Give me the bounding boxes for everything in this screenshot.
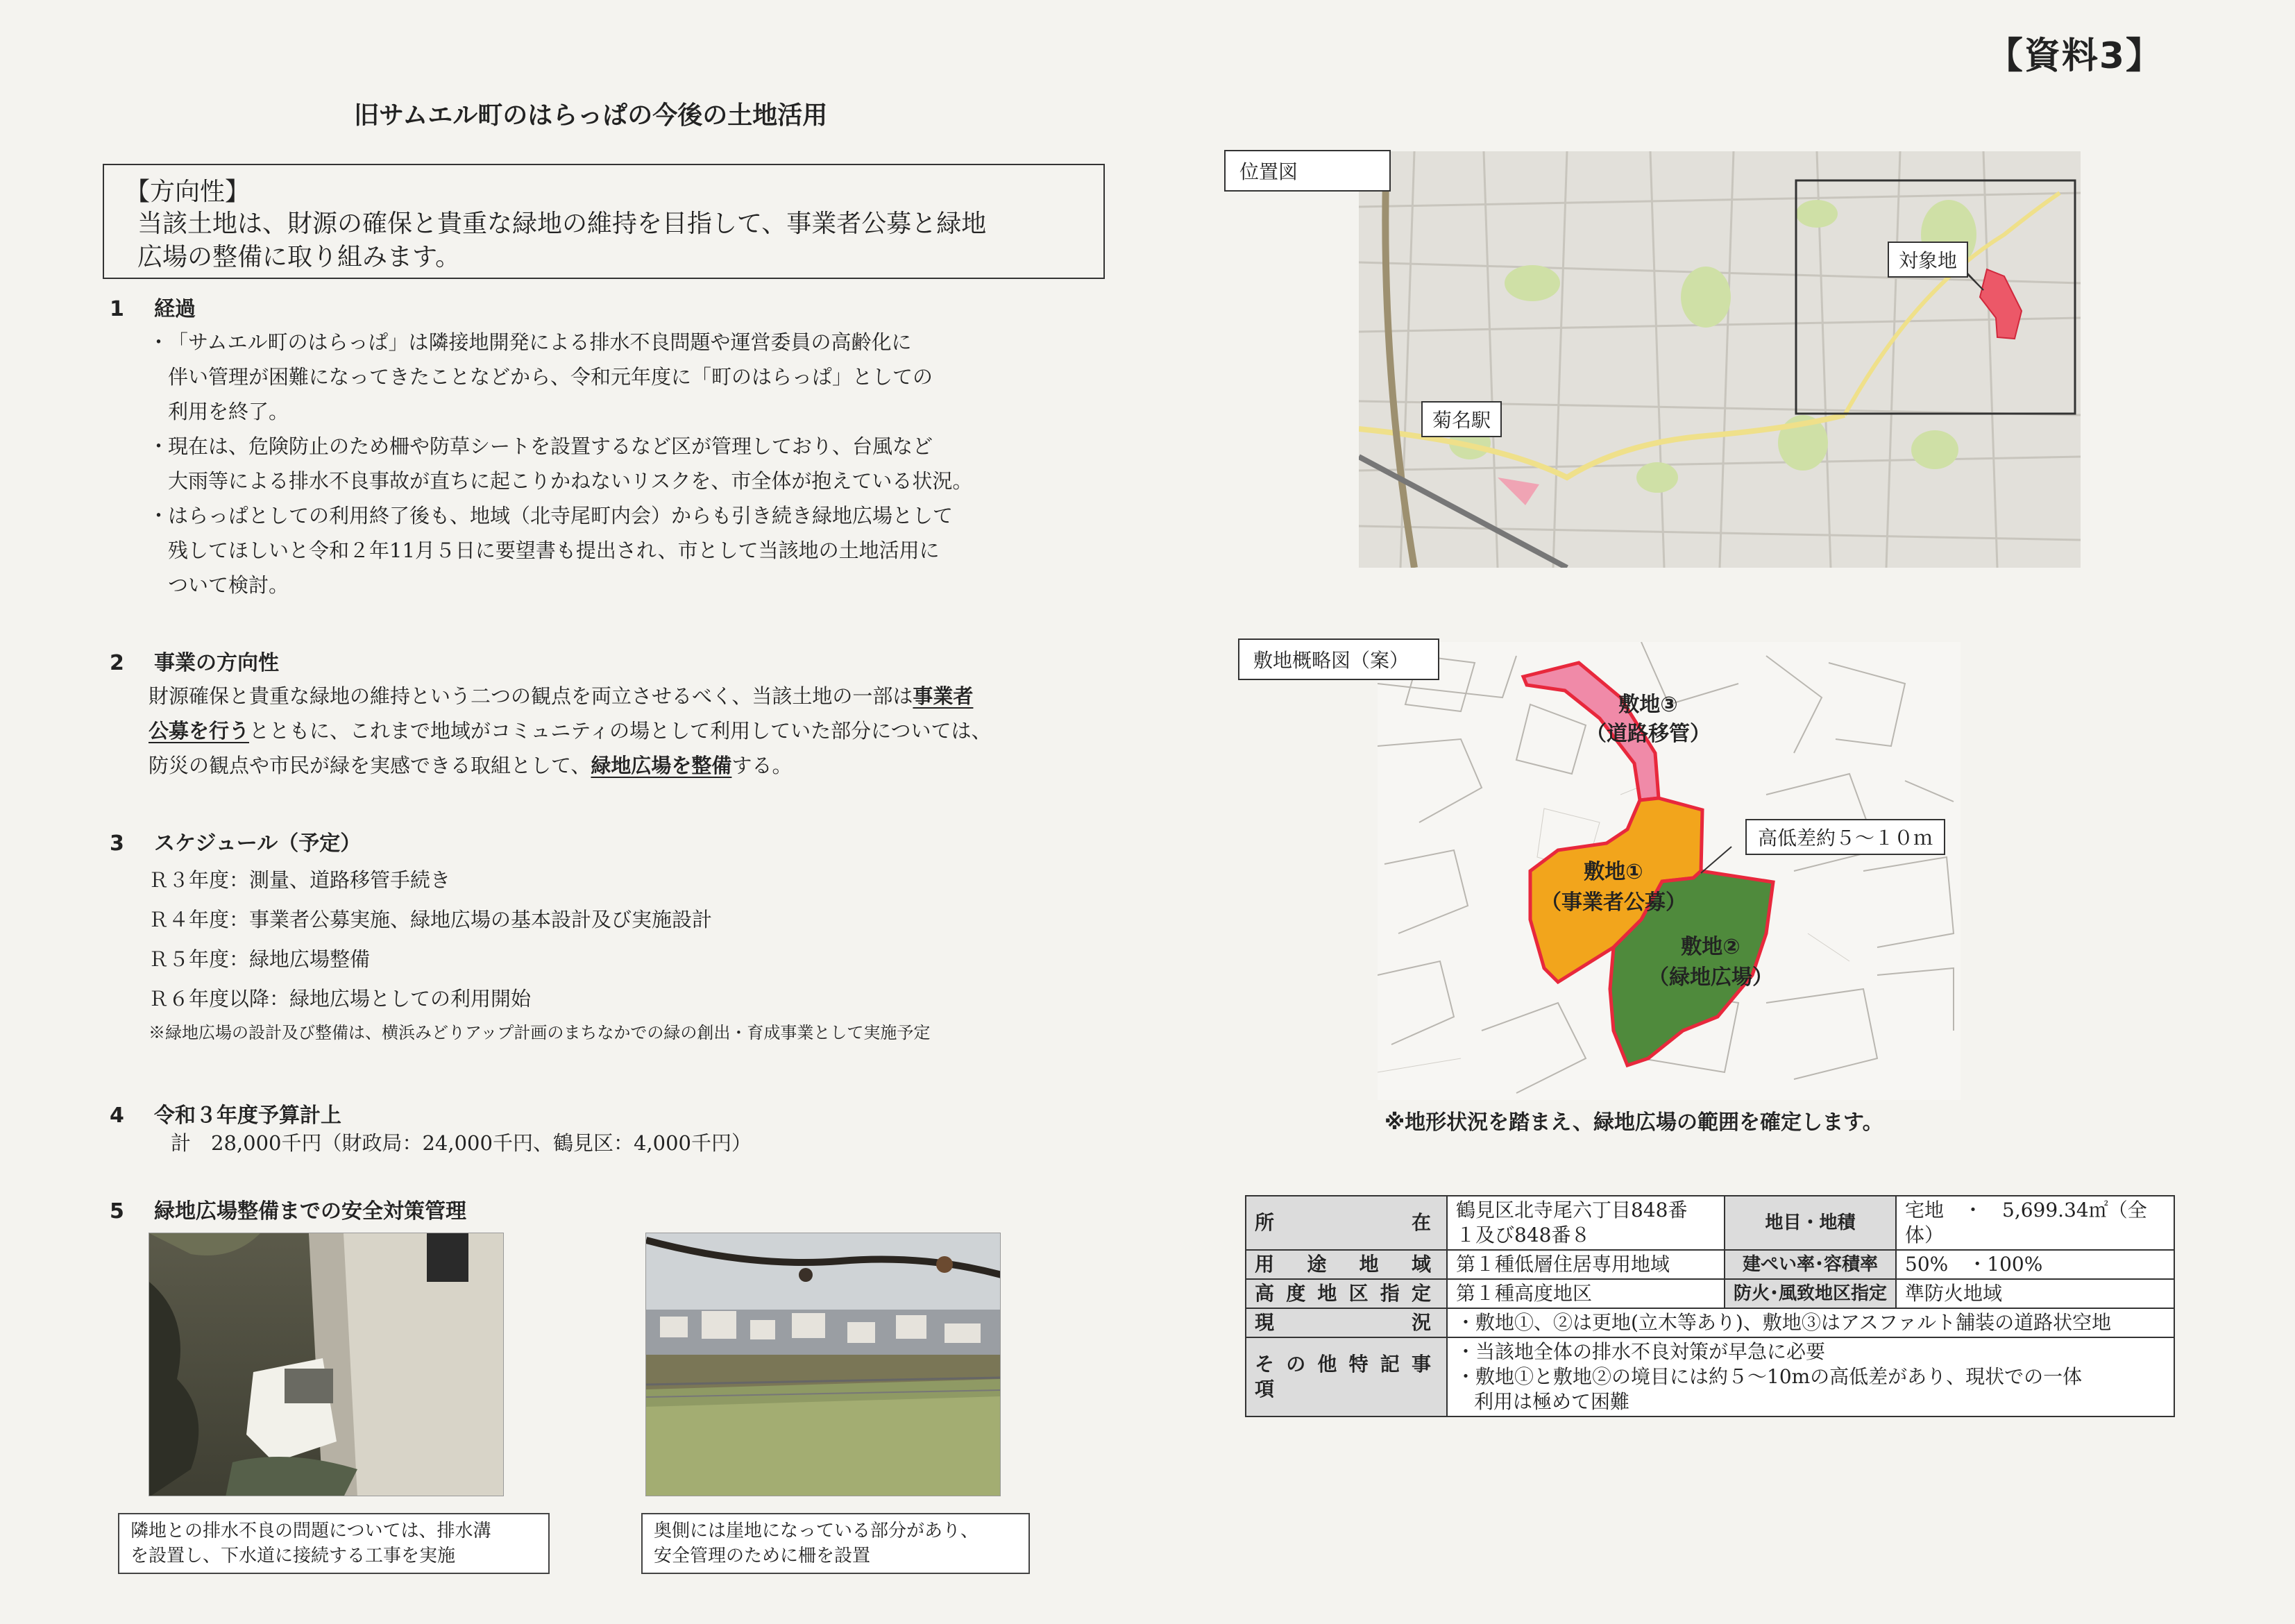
location-map-label: 位置図	[1224, 150, 1391, 192]
section-4-number: 4	[110, 1103, 124, 1128]
site-map	[1378, 642, 1961, 1100]
section-1-title: 経過	[154, 297, 196, 321]
location-label: 所在	[1246, 1196, 1447, 1250]
location-map	[1359, 151, 2081, 568]
direction-underline-1: 事業者	[913, 684, 974, 708]
site-2-label-line-1: 敷地②	[1681, 935, 1741, 959]
fire-district-label: 防火･風致地区指定	[1725, 1279, 1896, 1308]
history-bullet-1	[149, 325, 1134, 429]
direction-line-b	[149, 713, 1148, 748]
location-value	[1447, 1196, 1725, 1250]
fence-caption-line-2: 安全管理のために柵を設置	[654, 1546, 871, 1566]
section-4-title: 令和３年度予算計上	[154, 1103, 341, 1128]
drainage-caption-line-2: を設置し、下水道に接続する工事を実施	[130, 1546, 456, 1566]
table-row	[1246, 1337, 2174, 1416]
current-status-label: 現況	[1246, 1308, 1447, 1337]
history-bullet-3-line-3: ついて検討。	[168, 573, 289, 597]
fence-photo	[645, 1233, 1001, 1496]
section-4-heading	[110, 1098, 341, 1128]
history-bullet-2	[149, 429, 1134, 498]
location-value-line-2: １及び848番８	[1456, 1224, 1591, 1246]
drainage-photo-image	[149, 1233, 504, 1496]
history-bullet-2-line-2: 大雨等による排水不良事故が直ちに起こりかねないリスクを、市全体が抱えている状況。	[168, 469, 973, 493]
section-2-title: 事業の方向性	[154, 651, 279, 675]
section-5-heading	[110, 1194, 466, 1224]
table-row	[1246, 1250, 2174, 1279]
table-row	[1246, 1279, 2174, 1308]
drainage-caption-line-1: 隣地との排水不良の問題については、排水溝	[130, 1521, 491, 1541]
kikuna-station-label: 菊名駅	[1421, 401, 1502, 437]
height-district-label: 高度地区指定	[1246, 1279, 1447, 1308]
fence-caption-line-1: 奥側には崖地になっている部分があり、	[654, 1521, 979, 1541]
elevation-note: 高低差約５～１０ｍ	[1745, 819, 1945, 855]
section-1-number: 1	[110, 297, 124, 321]
remarks-line-2: ・敷地①と敷地②の境目には約５～10mの高低差があり、現状での一体	[1456, 1365, 2083, 1388]
coverage-ratio-value: 50% ・100%	[1896, 1250, 2174, 1279]
site-map-label: 敷地概略図（案）	[1238, 638, 1439, 680]
site-3-label-line-2: （道路移管）	[1586, 722, 1711, 746]
section-1-heading	[110, 291, 196, 322]
direction-text-4: する。	[731, 754, 793, 777]
schedule-item-r3: Ｒ３年度：測量、道路移管手続き	[149, 868, 451, 892]
history-bullet-1-line-3: 利用を終了。	[168, 400, 289, 423]
fence-caption	[641, 1513, 1030, 1574]
section-3-heading	[110, 826, 361, 856]
drainage-photo	[149, 1233, 504, 1496]
site-3-label	[1586, 691, 1711, 749]
schedule-item-r4: Ｒ４年度：事業者公募実施、緑地広場の基本設計及び実施設計	[149, 908, 713, 931]
direction-heading: 【方向性】	[125, 178, 251, 206]
remarks-line-1: ・当該地全体の排水不良対策が早急に必要	[1456, 1340, 1826, 1363]
schedule-note: ※緑地広場の設計及び整備は、横浜みどりアップ計画のまちなかでの緑の創出・育成事業として実施予定	[149, 1023, 931, 1042]
section-3-number: 3	[110, 831, 124, 856]
section-3-title: スケジュール（予定）	[154, 831, 362, 856]
page-title: 旧サムエル町のはらっぱの今後の土地活用	[354, 101, 828, 130]
schedule-list	[149, 861, 1148, 1047]
section-2-body	[149, 679, 1148, 783]
zoning-label: 用途地域	[1246, 1250, 1447, 1279]
direction-text-1: 財源確保と貴重な緑地の維持という二つの観点を両立させるべく、当該土地の一部は	[149, 684, 913, 708]
history-bullet-1-line-1: ・ 「サムエル町のはらっぱ」は隣接地開発による排水不良問題や運営委員の高齢化に	[168, 330, 912, 354]
remarks-value	[1447, 1337, 2174, 1416]
history-bullet-1-line-2: 伴い管理が困難になってきたことなどから、令和元年度に「町のはらっぱ」としての	[168, 365, 933, 389]
history-bullet-3-line-2: 残してほしいと令和２年11月５日に要望書も提出され、市として当該地の土地活用に	[168, 539, 940, 562]
direction-text-3: 防災の観点や市民が緑を実感できる取組として、	[149, 754, 591, 777]
table-row	[1246, 1196, 2174, 1250]
property-table	[1245, 1195, 2175, 1417]
site-2-label-line-2: （緑地広場）	[1648, 965, 1773, 990]
section-1-body	[149, 325, 1134, 602]
direction-line-c	[149, 748, 1148, 783]
drainage-caption	[118, 1513, 550, 1574]
direction-line-1: 当該土地は、財源の確保と貴重な緑地の維持を目指して、事業者公募と緑地	[137, 210, 987, 238]
direction-underline-2: 公募を行う	[149, 719, 250, 743]
target-site-label: 対象地	[1888, 242, 1968, 278]
site-2-label	[1648, 932, 1773, 993]
location-map-image	[1359, 151, 2081, 568]
budget-line: 計 28,000千円（財政局：24,000千円、鶴見区：4,000千円）	[171, 1131, 752, 1155]
location-value-line-1: 鶴見区北寺尾六丁目848番	[1456, 1199, 1688, 1221]
site-1-label	[1541, 857, 1686, 918]
remarks-label: その他特記事項	[1246, 1337, 1447, 1416]
site-3-label-line-1: 敷地③	[1618, 693, 1678, 717]
direction-line-a	[149, 679, 1148, 713]
fire-district-value: 準防火地域	[1896, 1279, 2174, 1308]
section-5-number: 5	[110, 1199, 124, 1224]
land-category-value: 宅地 ・ 5,699.34㎡（全体）	[1896, 1196, 2174, 1250]
coverage-ratio-label: 建ぺい率･容積率	[1725, 1250, 1896, 1279]
table-row	[1246, 1308, 2174, 1337]
site-1-label-line-1: 敷地①	[1584, 860, 1643, 884]
schedule-item-r5: Ｒ５年度：緑地広場整備	[149, 947, 371, 971]
current-status-value: ・敷地①、②は更地(立木等あり)、敷地③はアスファルト舗装の道路状空地	[1447, 1308, 2174, 1337]
zoning-value: 第１種低層住居専用地域	[1447, 1250, 1725, 1279]
terrain-note: ※地形状況を踏まえ、緑地広場の範囲を確定します。	[1384, 1110, 1883, 1135]
section-5-title: 緑地広場整備までの安全対策管理	[154, 1199, 466, 1224]
section-2-heading	[110, 645, 279, 676]
land-category-label: 地目・地積	[1725, 1196, 1896, 1250]
direction-underline-3: 緑地広場を整備	[591, 754, 732, 777]
history-bullet-3-line-1: ・ はらっぱとしての利用終了後も、地域（北寺尾町内会）からも引き続き緑地広場として	[168, 504, 954, 527]
schedule-item-r6: Ｒ６年度以降：緑地広場としての利用開始	[149, 987, 532, 1010]
history-bullet-2-line-1: ・ 現在は、危険防止のため柵や防草シートを設置するなど区が管理しており、台風など	[168, 434, 933, 458]
height-district-value: 第１種高度地区	[1447, 1279, 1725, 1308]
fence-photo-image	[646, 1233, 1001, 1496]
section-2-number: 2	[110, 651, 124, 675]
direction-text-2: とともに、これまで地域がコミュニティの場として利用していた部分については、	[249, 719, 992, 743]
direction-line-2: 広場の整備に取り組みます。	[137, 243, 461, 271]
remarks-line-3: 利用は極めて困難	[1474, 1390, 1630, 1413]
site-1-label-line-2: （事業者公募）	[1541, 890, 1686, 915]
history-bullet-3	[149, 498, 1134, 602]
document-label: 【資料3】	[1986, 35, 2163, 77]
direction-box	[103, 164, 1105, 279]
